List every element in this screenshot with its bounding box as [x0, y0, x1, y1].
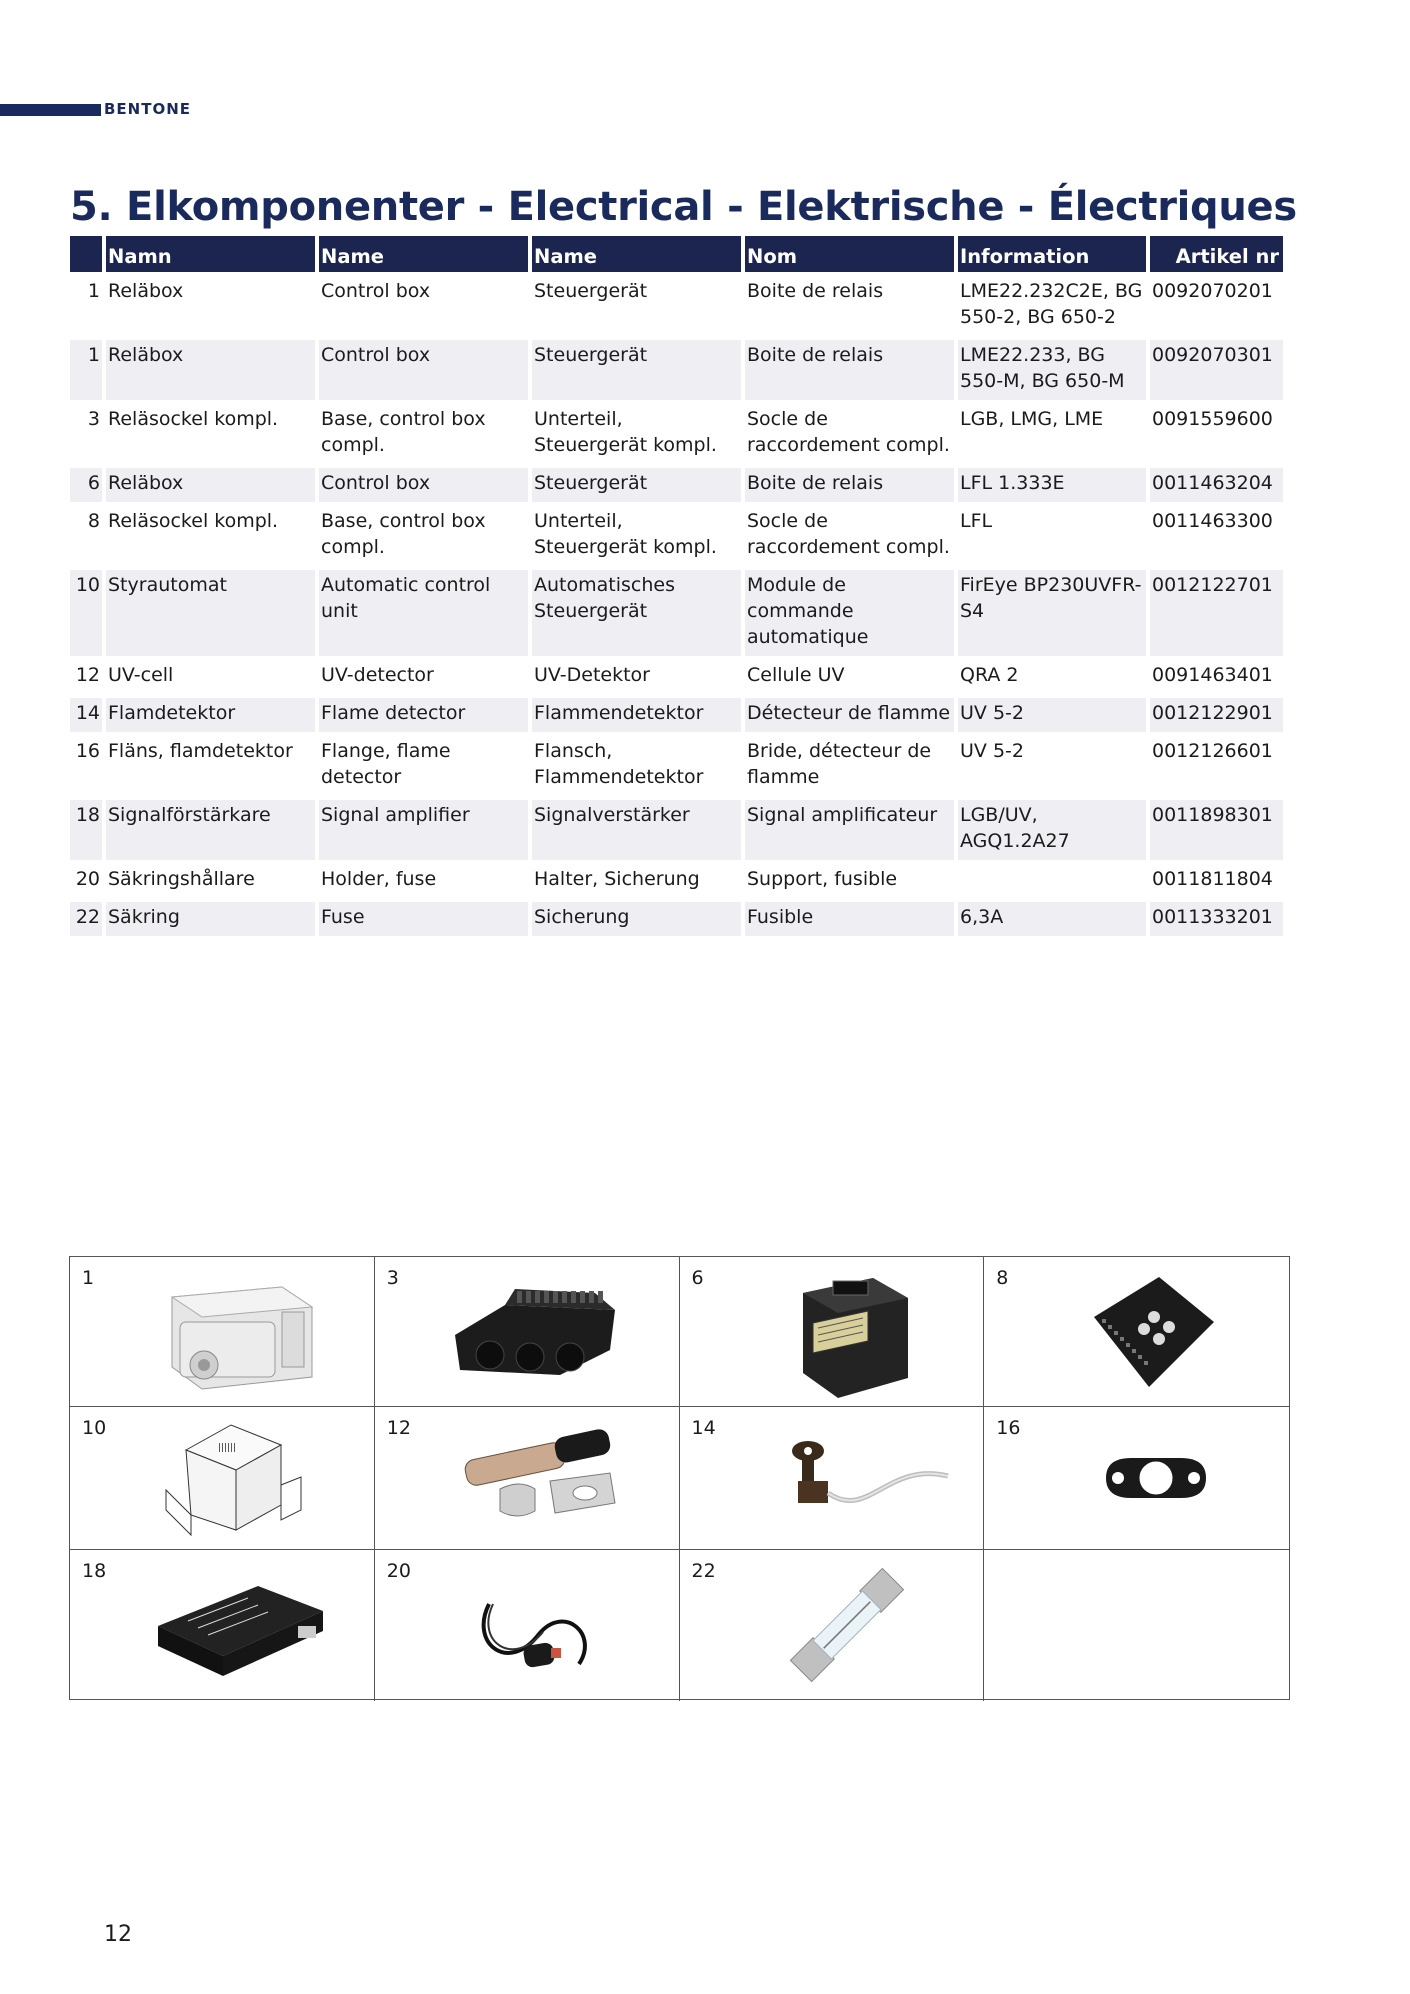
- fuse-holder-icon: [469, 1564, 609, 1688]
- image-cell: [70, 1257, 375, 1407]
- image-cell-number: 16: [996, 1417, 1021, 1439]
- cell-art: 0012126601: [1152, 740, 1273, 762]
- control-box-lfl-icon: [788, 1263, 918, 1407]
- signal-amplifier-icon: [148, 1566, 338, 1690]
- cell-info: LFL: [960, 510, 993, 532]
- cell-name-en: Control box: [319, 340, 528, 400]
- cell-name-de: Unterteil, Steuergerät kompl.: [534, 408, 717, 456]
- image-cell: [680, 1257, 985, 1407]
- table-row: [70, 902, 1283, 936]
- cell-art: 0091559600: [1152, 408, 1273, 430]
- table-row: [70, 468, 1283, 502]
- table-row: [70, 698, 1283, 732]
- cell-info: LME22.232C2E, BG 550-2, BG 650-2: [960, 280, 1143, 328]
- cell-nom: Détecteur de flamme: [745, 698, 954, 732]
- table-row: [70, 864, 1283, 898]
- image-cell: [680, 1550, 985, 1701]
- cell-art: 0092070201: [1152, 280, 1273, 302]
- cell-name-en: Control box: [319, 468, 528, 502]
- cell-name-de: Unterteil, Steuergerät kompl.: [534, 510, 717, 558]
- cell-namn: Reläbox: [108, 280, 184, 302]
- column-header-pos: [70, 236, 102, 272]
- column-header-information: Information: [958, 236, 1146, 272]
- image-cell: [70, 1550, 375, 1701]
- cell-nom: Socle de raccordement compl.: [747, 510, 950, 558]
- cell-name-de: Signalverstärker: [532, 800, 741, 860]
- image-cell-number: 12: [386, 1417, 411, 1439]
- cell-name-en: Automatic control unit: [319, 570, 528, 656]
- column-header-nom: Nom: [745, 236, 954, 272]
- cell-info: UV 5-2: [958, 698, 1146, 732]
- cell-name-en: Holder, fuse: [321, 868, 437, 890]
- cell-pos: 3: [87, 408, 100, 430]
- table-row: [70, 570, 1283, 656]
- cell-namn: UV-cell: [108, 664, 174, 686]
- image-cell-number: 18: [82, 1560, 107, 1582]
- column-header-artikel-nr: Artikel nr: [1150, 236, 1283, 272]
- cell-namn: Reläbox: [106, 468, 315, 502]
- cell-name-en: Flame detector: [319, 698, 528, 732]
- svg-text:||||||: ||||||: [218, 1443, 237, 1453]
- cell-pos: 10: [70, 570, 102, 656]
- fuse-icon: [772, 1560, 922, 1694]
- uv-cell-icon: [445, 1421, 635, 1535]
- cell-name-de: Halter, Sicherung: [534, 868, 700, 890]
- cell-nom: Socle de raccordement compl.: [747, 408, 950, 456]
- cell-info: LFL 1.333E: [958, 468, 1146, 502]
- table-row: [70, 506, 1283, 566]
- cell-art: 0092070301: [1150, 340, 1283, 400]
- cell-info: LGB, LMG, LME: [960, 408, 1104, 430]
- cell-namn: Säkring: [106, 902, 315, 936]
- cell-nom: Fusible: [745, 902, 954, 936]
- image-cell: [375, 1407, 680, 1550]
- cell-nom: Signal amplificateur: [745, 800, 954, 860]
- cell-art: 0011463300: [1152, 510, 1273, 532]
- cell-name-en: Base, control box compl.: [321, 408, 486, 456]
- table-row: [70, 340, 1283, 400]
- cell-namn: Signalförstärkare: [106, 800, 315, 860]
- table-row: [70, 660, 1283, 694]
- image-cell-number: 10: [82, 1417, 107, 1439]
- cell-nom: Boite de relais: [745, 340, 954, 400]
- image-cell-number: 8: [996, 1267, 1009, 1289]
- cell-name-de: Steuergerät: [532, 468, 741, 502]
- image-cell-number: 22: [691, 1560, 716, 1582]
- table-header-row: [70, 236, 1283, 272]
- parts-table: [66, 232, 1287, 940]
- cell-nom: Module de commande automatique: [745, 570, 954, 656]
- column-header-namn: Namn: [106, 236, 315, 272]
- cell-pos: 12: [75, 664, 100, 686]
- cell-name-en: Flange, flame detector: [321, 740, 451, 788]
- cell-info: LME22.233, BG 550-M, BG 650-M: [958, 340, 1146, 400]
- cell-namn: Styrautomat: [106, 570, 315, 656]
- relay-base-icon: [445, 1275, 625, 1389]
- image-cell: [984, 1257, 1289, 1407]
- cell-info: LGB/UV, AGQ1.2A27: [958, 800, 1146, 860]
- cell-name-de: Automatisches Steuergerät: [532, 570, 741, 656]
- cell-pos: 6: [70, 468, 102, 502]
- cell-info: QRA 2: [960, 664, 1019, 686]
- cell-pos: 14: [70, 698, 102, 732]
- cell-pos: 18: [70, 800, 102, 860]
- table-row: [70, 800, 1283, 860]
- image-cell-number: 1: [82, 1267, 95, 1289]
- cell-info: 6,3A: [958, 902, 1146, 936]
- image-cell: [375, 1550, 680, 1701]
- cell-art: 0091463401: [1152, 664, 1273, 686]
- table-row: [70, 736, 1283, 796]
- image-cell: [984, 1550, 1289, 1701]
- cell-art: 0011811804: [1152, 868, 1273, 890]
- cell-name-de: UV-Detektor: [534, 664, 650, 686]
- page-number: 12: [104, 1922, 132, 1947]
- control-box-icon: [152, 1267, 322, 1401]
- cell-nom: Boite de relais: [745, 468, 954, 502]
- cell-pos: 22: [70, 902, 102, 936]
- cell-name-de: Sicherung: [532, 902, 741, 936]
- cell-info: FirEye BP230UVFR-S4: [958, 570, 1146, 656]
- cell-nom: Cellule UV: [747, 664, 845, 686]
- cell-pos: 1: [70, 340, 102, 400]
- cell-art: 0012122901: [1150, 698, 1283, 732]
- image-cell: [984, 1407, 1289, 1550]
- cell-art: 0011463204: [1150, 468, 1283, 502]
- table-row: [70, 276, 1283, 336]
- cell-pos: 8: [87, 510, 100, 532]
- table-row: [70, 404, 1283, 464]
- cell-pos: 16: [75, 740, 100, 762]
- image-cell-number: 20: [386, 1560, 411, 1582]
- cell-nom: Support, fusible: [747, 868, 898, 890]
- cell-pos: 1: [87, 280, 100, 302]
- cell-namn: Reläsockel kompl.: [108, 510, 279, 532]
- cell-name-en: Signal amplifier: [319, 800, 528, 860]
- image-cell-number: 3: [386, 1267, 399, 1289]
- cell-info: UV 5-2: [960, 740, 1024, 762]
- image-cell: [680, 1407, 985, 1550]
- automatic-control-unit-icon: [156, 1415, 306, 1549]
- cell-name-en: Fuse: [319, 902, 528, 936]
- column-header-name-en: Name: [319, 236, 528, 272]
- cell-art: 0012122701: [1150, 570, 1283, 656]
- cell-art: 0011333201: [1150, 902, 1283, 936]
- image-cell-number: 14: [691, 1417, 716, 1439]
- cell-name-de: Steuergerät: [534, 280, 648, 302]
- cell-nom: Bride, détecteur de flamme: [747, 740, 932, 788]
- cell-namn: Fläns, flamdetektor: [108, 740, 293, 762]
- image-cell-number: 6: [691, 1267, 704, 1289]
- cell-name-en: Base, control box compl.: [321, 510, 486, 558]
- product-image-grid: [69, 1256, 1290, 1700]
- column-header-name-de: Name: [532, 236, 741, 272]
- cell-name-en: Control box: [321, 280, 431, 302]
- cell-name-de: Flammendetektor: [532, 698, 741, 732]
- cell-name-de: Flansch, Flammendetektor: [534, 740, 704, 788]
- cell-namn: Reläbox: [106, 340, 315, 400]
- brand-bar: [0, 104, 101, 116]
- brand-logo-text: BENTONE: [104, 100, 192, 118]
- cell-nom: Boite de relais: [747, 280, 884, 302]
- flame-detector-icon: [738, 1421, 958, 1535]
- cell-namn: Flamdetektor: [106, 698, 315, 732]
- cell-name-de: Steuergerät: [532, 340, 741, 400]
- cell-name-en: UV-detector: [321, 664, 434, 686]
- flange-icon: [1096, 1433, 1216, 1527]
- cell-namn: Reläsockel kompl.: [108, 408, 279, 430]
- cell-art: 0011898301: [1150, 800, 1283, 860]
- image-cell: [70, 1407, 375, 1550]
- page-title: 5. Elkomponenter - Electrical - Elektrische - Électriques: [70, 184, 1297, 230]
- image-cell: [375, 1257, 680, 1407]
- cell-pos: 20: [75, 868, 100, 890]
- socket-base-icon: [1084, 1267, 1224, 1401]
- cell-namn: Säkringshållare: [108, 868, 255, 890]
- cell-info: [958, 864, 1146, 898]
